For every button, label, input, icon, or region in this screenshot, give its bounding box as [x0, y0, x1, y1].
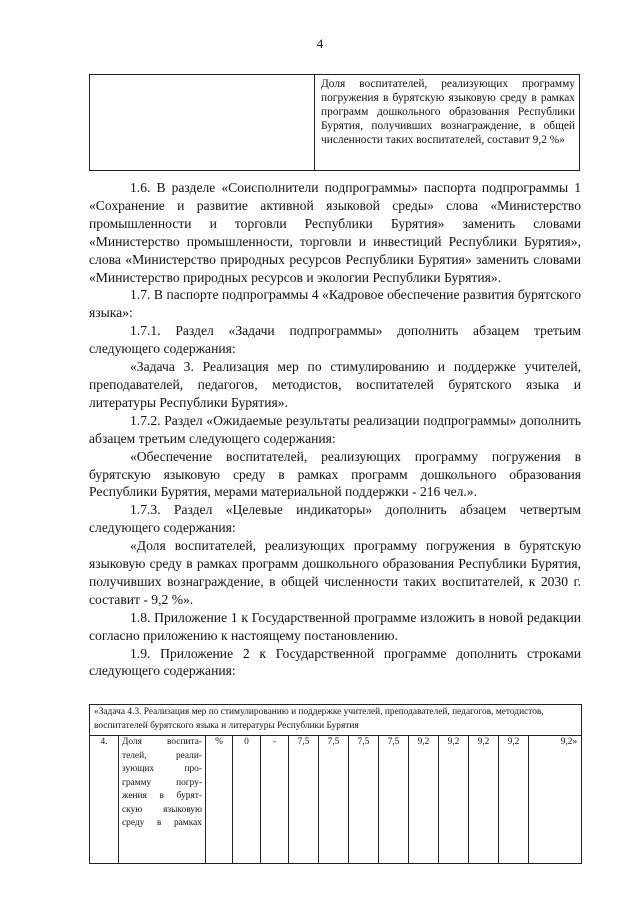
task-header-cell: «Задача 4.3. Реализация мер по стимулированию и поддержке учителей, преподавателей, педагогов, методистов, воспитателей бурятского языка и литературы Республики Бурятия — [90, 705, 582, 736]
indicator-name-line: зующих про- — [122, 764, 202, 774]
paragraph: 1.9. Приложение 2 к Государственной программе дополнить строками следующего содержания: — [89, 645, 581, 679]
value-cell: 7,5 — [379, 736, 409, 864]
paragraph: 1.7.2. Раздел «Ожидаемые результаты реализации подпрограммы» дополнить абзацем третьим следующего содержания: — [89, 412, 581, 446]
table-row — [90, 736, 582, 864]
indicator-name-line: жения в бурят- — [122, 791, 202, 801]
paragraph: 1.7. В паспорте подпрограммы 4 «Кадровое обеспечение развития бурятского языка»: — [89, 287, 581, 321]
value-cell: 0 — [233, 736, 261, 864]
paragraph: «Обеспечение воспитателей, реализующих программу погружения в бурятскую языковую среду в рамках программ дошкольного образования Республики Бурятия, мерами материальной поддержки - 216 чел.». — [89, 448, 581, 500]
paragraph: «Задача 3. Реализация мер по стимулированию и поддержке учителей, преподавателей, педагогов, методистов, воспитателей бурятского языка и литературы Республики Бурятия». — [89, 359, 581, 410]
paragraph: 1.7.3. Раздел «Целевые индикаторы» дополнить абзацем четвертым следующего содержания: — [89, 502, 581, 536]
row-number: 4. — [90, 736, 119, 864]
indicator-name-line: среду в рамках — [122, 818, 202, 828]
paragraph: 1.8. Приложение 1 к Государственной программе изложить в новой редакции согласно приложению к настоящему постановлению. — [89, 609, 581, 643]
paragraph: «Доля воспитателей, реализующих программу погружения в бурятскую языковую среду в рамках программ дошкольного образования Республики Бурятия, получивших вознаграждение, в общей численности таких воспитателей, к 2030 г. составит - 9,2 %». — [89, 538, 581, 607]
indicator-name — [119, 736, 206, 864]
top-table-right-cell: Доля воспитателей, реализующих программу погружения в бурятскую языковую среду в рамках программ дошкольного образования Республики Бурятия, получивших вознаграждение, в общей численности таких воспитателей, составит 9,2 %» — [315, 75, 580, 171]
value-cell: 9,2 — [439, 736, 469, 864]
value-cell: - — [261, 736, 289, 864]
value-cell: 9,2 — [409, 736, 439, 864]
value-cell: 7,5 — [349, 736, 379, 864]
value-cell: 9,2 — [469, 736, 499, 864]
unit-cell: % — [206, 736, 233, 864]
indicator-name-line: скую языковую — [122, 804, 202, 815]
top-table-left-cell — [90, 75, 315, 171]
indicator-name-line: Доля воспита- — [122, 737, 202, 747]
paragraph: 1.7.1. Раздел «Задачи подпрограммы» дополнить абзацем третьим следующего содержания: — [89, 323, 581, 357]
value-cell: 7,5 — [289, 736, 319, 864]
top-table — [89, 74, 580, 171]
document-body — [89, 179, 581, 680]
indicator-name-line: грамму погру- — [122, 777, 202, 788]
value-cell: 7,5 — [319, 736, 349, 864]
paragraph: 1.6. В разделе «Соисполнители подпрограммы» паспорта подпрограммы 1 «Сохранение и развитие активной языковой среды» слова «Министерство промышленности и торговли Республики Бурятия» заменить словами «Министерство промышленности, торговли и инвестиций Республики Бурятия», слова «Министерство природных ресурсов Республики Бурятия» заменить словами «Министерство природных ресурсов и экологии Республики Бурятия». — [89, 180, 581, 285]
value-cell: 9,2 — [499, 736, 529, 864]
indicators-table — [89, 704, 582, 864]
page-number: 4 — [316, 36, 324, 51]
value-cell: 9,2» — [529, 736, 582, 864]
indicator-name-line: телей, реали- — [122, 750, 202, 761]
